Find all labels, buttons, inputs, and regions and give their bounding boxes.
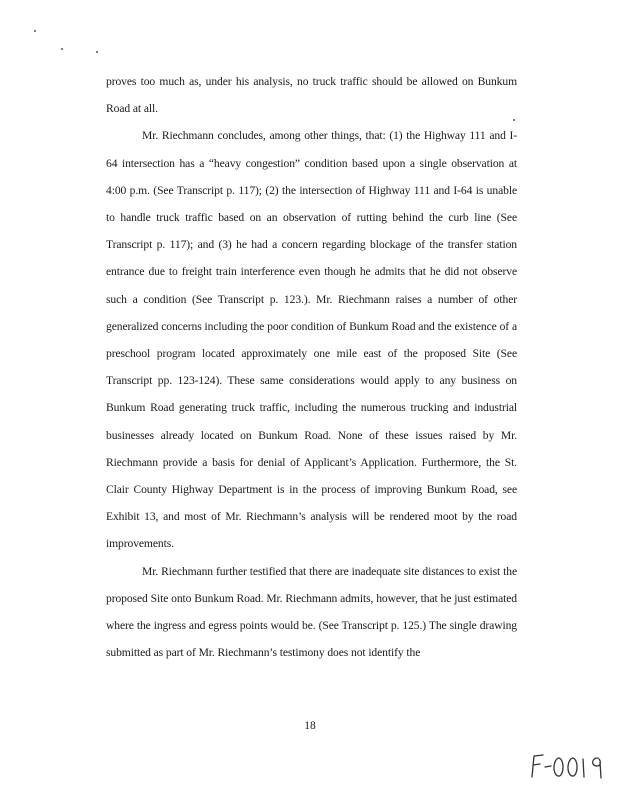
scan-speck [34, 30, 36, 32]
scan-speck [61, 48, 63, 50]
paragraph-1: proves too much as, under his analysis, no truck traffic should be allowed on Bunkum Road at all. [106, 75, 517, 116]
handwritten-stamp [528, 752, 608, 780]
scan-speck [96, 51, 98, 53]
paragraph-2: Mr. Riechmann concludes, among other things, that: (1) the Highway 111 and I-64 intersection has a “heavy congestion” condition based upon a single observation at 4:00 p.m. (See Transcript p. 117); (2) the intersection of Highway 111 and I-64 is unable to handle truck traffic based on an observation of rutting behind the curb line (See Transcript p. 117); and (3) he had a concern regarding blockage of the transfer station entrance due to freight train interference even though he admits that he did not observe such a condition (See Transcript p. 123.). Mr. Riechmann raises a number of other generalized concerns including the poor condition of Bunkum Road and the existence of a preschool program located approximately one mile east of the proposed Site (See Transcript pp. 123-124). These same considerations would apply to any business on Bunkum Road generating truck traffic, including the numerous trucking and industrial businesses already located on Bunkum Road. None of these issues raised by Mr. Riechmann provide a basis for denial of Applicant’s Application. Furthermore, the St. Clair County Highway Department is in the process of improving Bunkum Road, see Exhibit 13, and most of Mr. Riechmann’s analysis will be rendered moot by the road improvements. [106, 129, 517, 551]
body-text [106, 68, 517, 666]
page-number: 18 [304, 720, 316, 732]
paragraph-3: Mr. Riechmann further testified that there are inadequate site distances to exist the proposed Site onto Bunkum Road. Mr. Riechmann admits, however, that he just estimated where the ingress and egress points would be. (See Transcript p. 125.) The single drawing submitted as part of Mr. Riechmann’s testimony does not identify the [106, 564, 517, 660]
